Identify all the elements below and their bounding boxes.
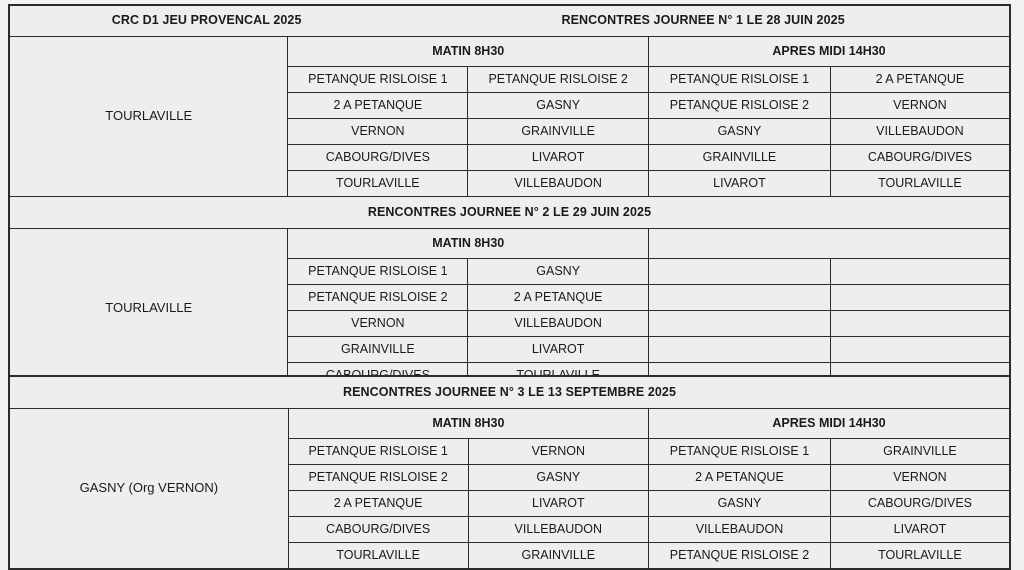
match-cell: GASNY <box>649 119 831 145</box>
venue-label: TOURLAVILLE <box>105 300 193 316</box>
journee-1-slot-afternoon: APRES MIDI 14H30 <box>649 37 1010 67</box>
match-cell: GRAINVILLE <box>468 543 649 570</box>
match-cell: CABOURG/DIVES <box>830 491 1010 517</box>
match-cell: TOURLAVILLE <box>288 543 468 570</box>
title-row <box>9 5 1010 37</box>
match-cell: GRAINVILLE <box>649 145 831 171</box>
match-cell: VILLEBAUDON <box>468 171 649 197</box>
journee-2-slot-afternoon-empty <box>649 229 1010 259</box>
match-cell: VILLEBAUDON <box>468 311 649 337</box>
page-title: CRC D1 JEU PROVENCAL 2025 <box>111 13 302 28</box>
match-cell: PETANQUE RISLOISE 1 <box>649 67 831 93</box>
match-cell: VILLEBAUDON <box>649 517 831 543</box>
match-cell: GRAINVILLE <box>468 119 649 145</box>
match-cell: 2 A PETANQUE <box>288 491 468 517</box>
match-cell: VERNON <box>830 93 1010 119</box>
match-cell: PETANQUE RISLOISE 2 <box>288 285 468 311</box>
match-cell: PETANQUE RISLOISE 2 <box>649 93 831 119</box>
match-cell: PETANQUE RISLOISE 1 <box>649 439 831 465</box>
match-cell: 2 A PETANQUE <box>830 67 1010 93</box>
match-cell-empty <box>649 311 831 337</box>
match-cell: VILLEBAUDON <box>468 517 649 543</box>
match-cell: PETANQUE RISLOISE 2 <box>649 543 831 570</box>
journee-3-slot-header-row <box>9 409 1010 439</box>
match-cell: LIVAROT <box>468 145 649 171</box>
match-cell: GRAINVILLE <box>288 337 468 363</box>
journee-3-slot-afternoon: APRES MIDI 14H30 <box>649 409 1010 439</box>
match-cell-empty <box>649 337 831 363</box>
schedule-block-bottom <box>8 375 1011 570</box>
match-cell-empty <box>649 285 831 311</box>
journee-1-slot-header-row <box>9 37 1010 67</box>
journee-3-slot-morning: MATIN 8H30 <box>288 409 648 439</box>
match-cell: CABOURG/DIVES <box>830 145 1010 171</box>
match-cell-empty <box>649 259 831 285</box>
journee-2-banner-row <box>9 197 1010 229</box>
match-cell: PETANQUE RISLOISE 1 <box>288 259 468 285</box>
document-title-cell <box>9 5 1010 37</box>
match-cell: GASNY <box>468 465 649 491</box>
schedule-block-top <box>8 4 1011 390</box>
match-cell-empty <box>830 311 1010 337</box>
venue-label: TOURLAVILLE <box>105 108 193 124</box>
match-cell: GRAINVILLE <box>830 439 1010 465</box>
journee-1-venue-cell <box>9 37 288 197</box>
match-cell: VERNON <box>468 439 649 465</box>
match-cell: PETANQUE RISLOISE 2 <box>468 67 649 93</box>
journee-3-venue-cell <box>9 409 288 570</box>
journee-2-slot-morning: MATIN 8H30 <box>288 229 649 259</box>
match-cell: CABOURG/DIVES <box>288 517 468 543</box>
journee-2-heading: RENCONTRES JOURNEE N° 2 LE 29 JUIN 2025 <box>9 197 1010 229</box>
match-cell: CABOURG/DIVES <box>288 145 468 171</box>
match-cell-empty <box>830 285 1010 311</box>
match-cell: GASNY <box>468 259 649 285</box>
venue-label: GASNY (Org VERNON) <box>79 480 219 496</box>
match-cell: PETANQUE RISLOISE 2 <box>288 465 468 491</box>
journee-1-slot-morning: MATIN 8H30 <box>288 37 649 67</box>
match-cell-empty <box>830 259 1010 285</box>
match-cell: LIVAROT <box>830 517 1010 543</box>
schedule-table-journee-3 <box>8 375 1011 570</box>
match-cell: 2 A PETANQUE <box>288 93 468 119</box>
match-cell: GASNY <box>468 93 649 119</box>
match-cell: PETANQUE RISLOISE 1 <box>288 439 468 465</box>
match-cell: GASNY <box>649 491 831 517</box>
match-cell: LIVAROT <box>468 491 649 517</box>
journee-1-heading: RENCONTRES JOURNEE N° 1 LE 28 JUIN 2025 <box>561 13 845 28</box>
match-cell-empty <box>830 337 1010 363</box>
match-cell: 2 A PETANQUE <box>468 285 649 311</box>
journee-3-heading: RENCONTRES JOURNEE N° 3 LE 13 SEPTEMBRE 2025 <box>9 376 1010 409</box>
match-cell: VILLEBAUDON <box>830 119 1010 145</box>
match-cell: TOURLAVILLE <box>830 171 1010 197</box>
match-cell: TOURLAVILLE <box>830 543 1010 570</box>
schedule-table-journee-1-2 <box>8 4 1011 390</box>
journee-2-slot-header-row <box>9 229 1010 259</box>
match-cell: VERNON <box>288 119 468 145</box>
match-cell: LIVAROT <box>468 337 649 363</box>
journee-2-venue-cell <box>9 229 288 390</box>
match-cell: PETANQUE RISLOISE 1 <box>288 67 468 93</box>
match-cell: 2 A PETANQUE <box>649 465 831 491</box>
match-cell: VERNON <box>288 311 468 337</box>
match-cell: VERNON <box>830 465 1010 491</box>
journee-3-banner-row <box>9 376 1010 409</box>
match-cell: TOURLAVILLE <box>288 171 468 197</box>
match-cell: LIVAROT <box>649 171 831 197</box>
